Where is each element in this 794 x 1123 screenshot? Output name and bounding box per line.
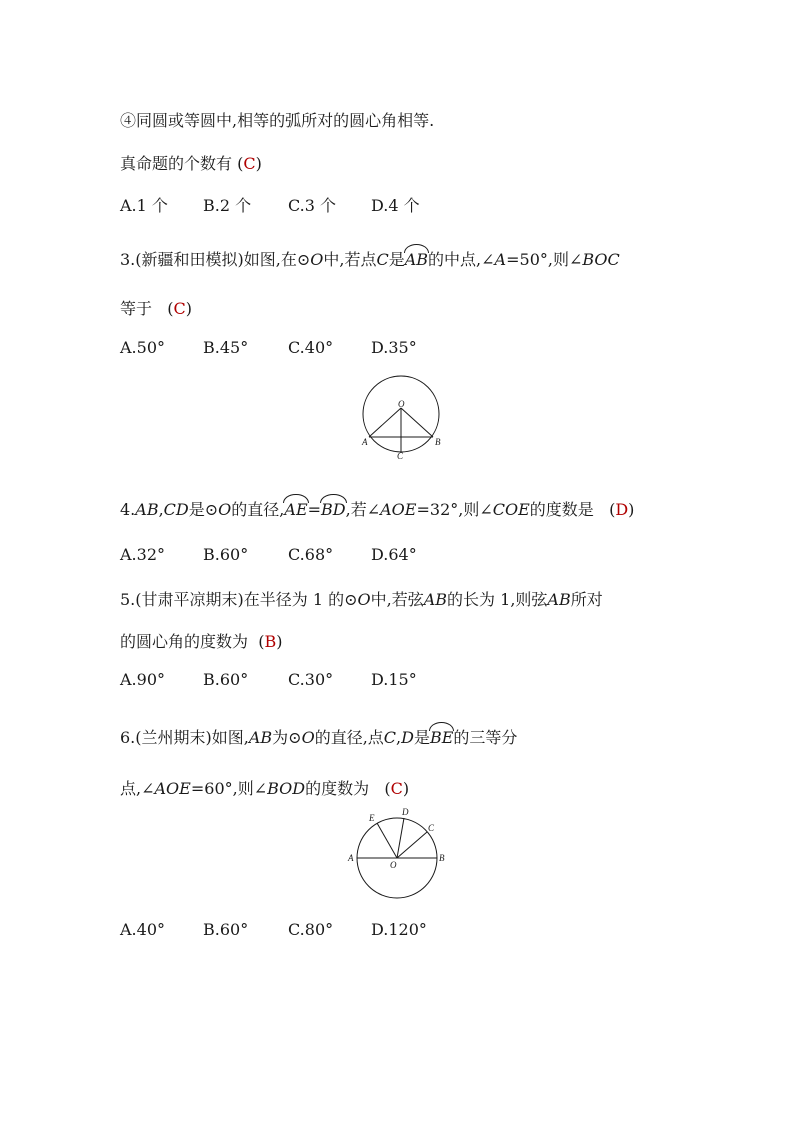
answer: D [615, 500, 629, 519]
label-o: O [390, 860, 397, 870]
segment-name: CD [163, 500, 189, 519]
angle-name: BOD [267, 779, 306, 798]
angle-name: AOE [154, 779, 191, 798]
label-b: B [439, 853, 445, 863]
text: 的中点,∠ [428, 250, 495, 269]
text: 的长为 1,则弦 [447, 590, 548, 609]
segment-name: AB [423, 590, 448, 609]
answer: C [390, 779, 403, 798]
text: 是 [413, 728, 430, 747]
point-name: A [494, 250, 507, 269]
text: 是⊙ [188, 500, 219, 519]
option-b: B.45° [203, 338, 249, 357]
option-c: C.80° [288, 920, 334, 939]
question-6-line-2: 点,∠AOE=60°,则∠BOD的度数为 (C) [120, 779, 410, 798]
text: 的圆心角的度数为 [120, 632, 249, 651]
segment-oc [397, 832, 427, 858]
text: 点,∠ [120, 779, 155, 798]
text: 的直径, [231, 500, 285, 519]
question-6-line-1 [120, 725, 517, 748]
option-a: A.32° [120, 545, 165, 564]
angle-name: COE [492, 500, 530, 519]
segment-name: AB [547, 590, 571, 609]
text: =50°,则∠ [506, 250, 583, 269]
option-d: D.35° [371, 338, 417, 357]
text: =60°,则∠ [190, 779, 268, 798]
segment-ob [401, 408, 433, 437]
arc-bd: BD [321, 500, 346, 519]
option-b: B.2 个 [203, 196, 252, 215]
segment-oe [377, 823, 397, 858]
arc-be: BE [429, 728, 454, 747]
question-prompt: 真命题的个数有 (C) [120, 154, 262, 173]
text: =32°,则∠ [416, 500, 493, 519]
label-a: A [362, 437, 368, 447]
question-3-line-2: 等于 (C) [120, 299, 193, 318]
text: 是 [388, 250, 405, 269]
label-d: D [402, 807, 409, 817]
text: , [158, 500, 164, 519]
question-4: 4.AB,CD是⊙O的直径,AE=BD,若∠AOE=32°,则∠COE的度数是 (D) [120, 500, 635, 519]
text: , [396, 728, 402, 747]
option-b: B.60° [203, 670, 249, 689]
label-b: B [435, 437, 441, 447]
prompt-text: 真命题的个数有 [120, 154, 233, 173]
text: ,若∠ [345, 500, 381, 519]
segment-od [397, 818, 404, 858]
option-c: C.3 个 [288, 196, 337, 215]
statement-4: ④同圆或等圆中,相等的弧所对的圆心角相等. [120, 111, 435, 130]
question-5-line-2: 的圆心角的度数为 (B) [120, 632, 283, 651]
option-b: B.60° [203, 545, 249, 564]
text: 5.(甘肃平凉期末)在半径为 1 的⊙ [120, 590, 358, 609]
arc-ab: AB [404, 250, 429, 269]
option-d: D.120° [371, 920, 427, 939]
text: 中,若弦 [370, 590, 424, 609]
text: = [307, 500, 322, 519]
point-name: C [383, 728, 397, 747]
text: 6.(兰州期末)如图, [120, 728, 249, 747]
text: 等于 [120, 299, 153, 318]
circle-name: O [310, 250, 324, 269]
circle-name: O [218, 500, 232, 519]
figure-q3 [355, 368, 447, 460]
text: 4. [120, 500, 136, 519]
text: 的度数为 [305, 779, 370, 798]
option-d: D.64° [371, 545, 417, 564]
answer: C [173, 299, 186, 318]
figure-q6 [342, 806, 454, 902]
label-o: O [398, 399, 405, 409]
question-3-line-1 [120, 247, 620, 270]
point-name: D [401, 728, 414, 747]
label-c: C [428, 823, 435, 833]
angle-name: BOC [582, 250, 620, 269]
option-c: C.68° [288, 545, 334, 564]
text: 的度数是 [529, 500, 594, 519]
option-d: D.4 个 [371, 196, 420, 215]
segment-name: AB [248, 728, 273, 747]
segment-oa [369, 408, 401, 437]
option-c: C.40° [288, 338, 334, 357]
text: 中,若点 [323, 250, 377, 269]
label-e: E [369, 813, 375, 823]
label-c: C [397, 451, 404, 460]
label-a: A [348, 853, 354, 863]
option-b: B.60° [203, 920, 249, 939]
question-5-line-1 [120, 587, 603, 610]
text: 所对 [570, 590, 603, 609]
option-c: C.30° [288, 670, 334, 689]
answer: B [264, 632, 277, 651]
option-a: A.50° [120, 338, 165, 357]
angle-name: AOE [380, 500, 417, 519]
text: 的三等分 [453, 728, 518, 747]
text: 的直径,点 [314, 728, 384, 747]
option-a: A.90° [120, 670, 165, 689]
circle-name: O [301, 728, 315, 747]
option-a: A.40° [120, 920, 165, 939]
text: 3.(新疆和田模拟)如图,在⊙ [120, 250, 311, 269]
point-name: C [376, 250, 389, 269]
text: 为⊙ [272, 728, 302, 747]
segment-name: AB [135, 500, 159, 519]
option-d: D.15° [371, 670, 417, 689]
option-a: A.1 个 [120, 196, 168, 215]
arc-ae: AE [284, 500, 308, 519]
circle-name: O [357, 590, 371, 609]
answer: C [243, 154, 256, 173]
